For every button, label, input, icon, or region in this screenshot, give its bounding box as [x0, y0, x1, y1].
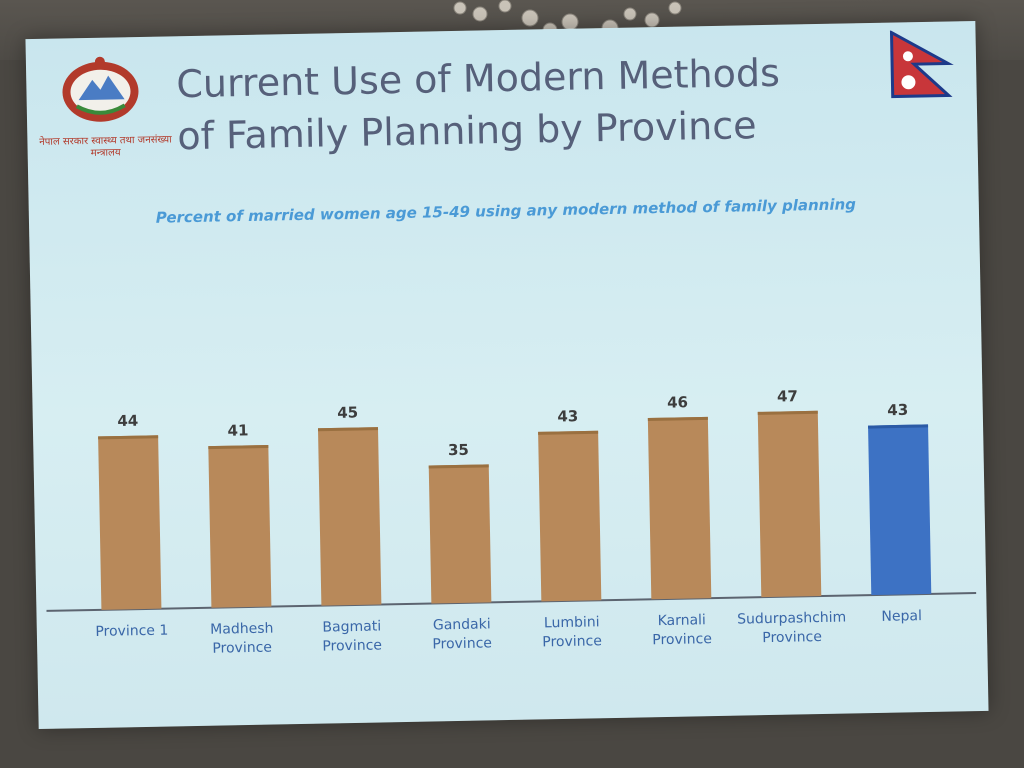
bar-1 — [208, 445, 271, 608]
bar-4 — [538, 431, 601, 602]
data-label-5: 46 — [666, 393, 689, 412]
category-label-1-1: Province — [212, 639, 273, 657]
category-label-5-1: Province — [652, 631, 713, 649]
chart-subtitle: Percent of married women age 15-49 using any modern method of family planning — [155, 195, 857, 227]
slide-title — [176, 45, 858, 162]
slide-title-line-2: of Family Planning by Province — [176, 103, 757, 159]
bar-7 — [868, 424, 931, 595]
data-label-3: 35 — [447, 440, 470, 460]
bar-6 — [758, 411, 822, 597]
category-label-3-1: Province — [432, 635, 493, 653]
data-label-0: 44 — [117, 411, 139, 431]
bar-3 — [429, 464, 492, 603]
bar-chart — [42, 361, 978, 699]
bar-0 — [98, 435, 161, 610]
category-label-1-0: Madhesh — [210, 620, 274, 638]
category-label-6-0: Sudurpashchim — [737, 609, 847, 628]
category-label-5-0: Karnali — [657, 612, 707, 630]
bar-2 — [318, 427, 381, 606]
x-axis-line — [46, 593, 976, 611]
data-label-2: 45 — [337, 403, 359, 422]
category-label-4-0: Lumbini — [543, 614, 600, 632]
slide-title-line-1: Current Use of Modern Methods — [175, 50, 781, 107]
category-label-4-1: Province — [542, 633, 603, 651]
category-label-6-1: Province — [762, 629, 823, 647]
category-label-2-0: Bagmati — [322, 618, 382, 636]
nepal-flag-icon — [887, 29, 954, 100]
emblem-caption: नेपाल सरकार स्वास्थ्य तथा जनसंख्या मन्त्रालय — [39, 134, 172, 159]
data-label-4: 43 — [557, 407, 579, 426]
data-label-6: 47 — [776, 387, 799, 406]
bar-5 — [648, 417, 711, 599]
category-label-0-0: Province 1 — [95, 622, 169, 640]
data-label-1: 41 — [227, 421, 249, 440]
category-label-7-0: Nepal — [881, 608, 923, 625]
category-label-3-0: Gandaki — [432, 616, 491, 634]
category-label-2-1: Province — [322, 637, 383, 655]
data-label-7: 43 — [887, 400, 909, 420]
presentation-slide — [25, 21, 988, 729]
